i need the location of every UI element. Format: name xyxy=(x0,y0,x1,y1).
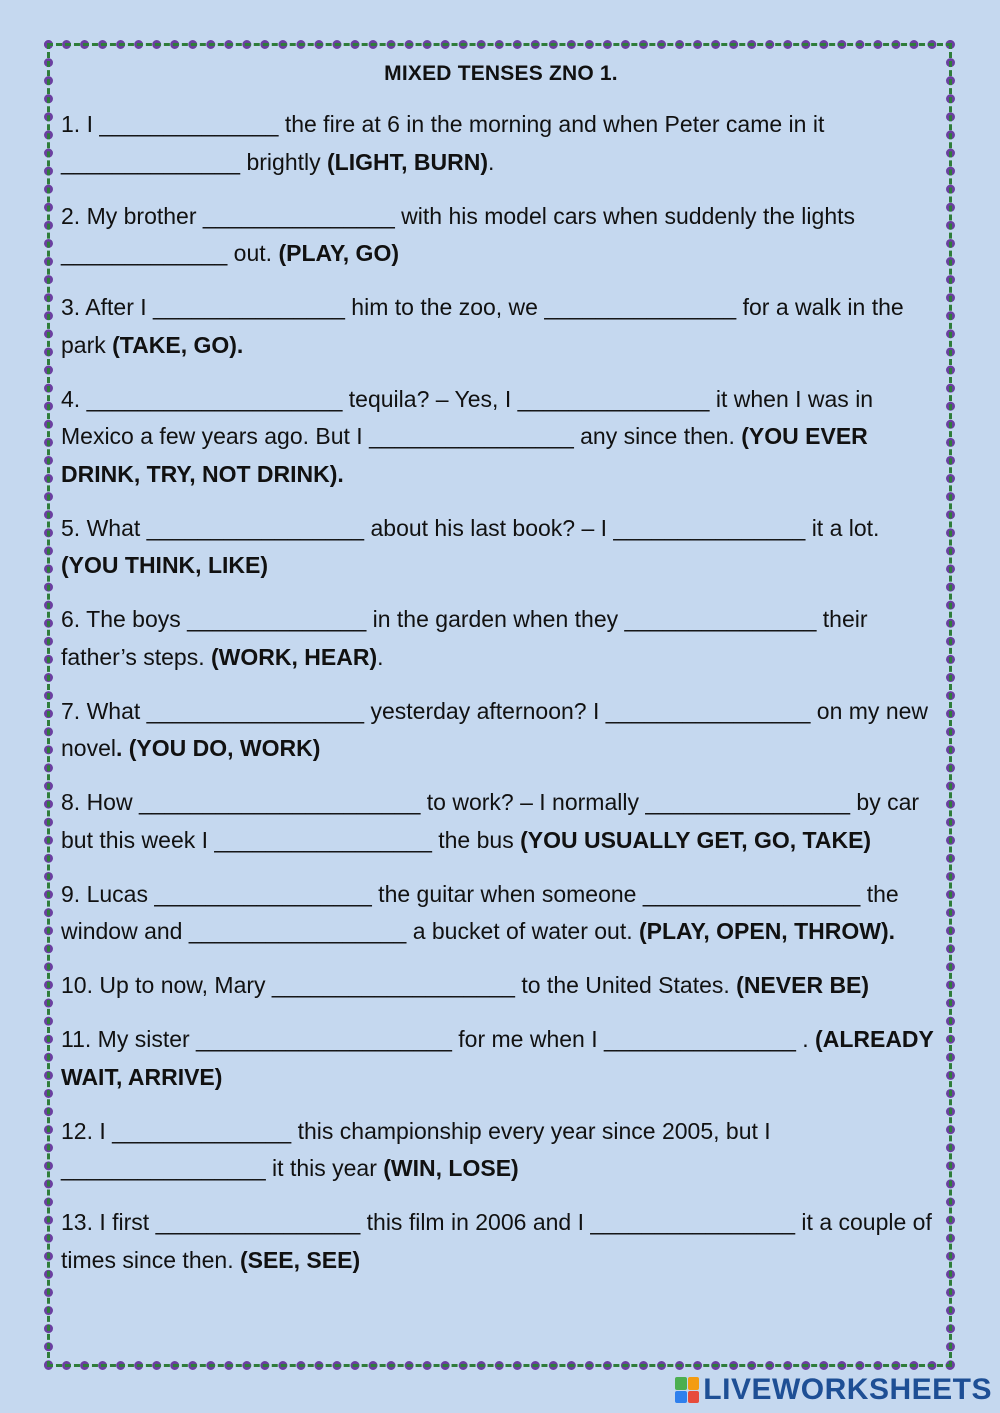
verb-hint: (WORK, HEAR) xyxy=(211,643,378,670)
question-text: 11. My sister ____________________ for me when I _______________ . xyxy=(61,1026,816,1052)
question-tail: . xyxy=(488,148,495,175)
question-text: 13. I first ________________ this film in 2006 and I ________________ it a couple of times since then. xyxy=(61,1209,932,1273)
question-text: 10. Up to now, Mary ___________________ to the United States. xyxy=(61,972,737,998)
question-8 xyxy=(61,784,941,859)
verb-hint: (YOU EVER DRINK, TRY, NOT DRINK). xyxy=(61,423,868,487)
question-text: 4. ____________________ tequila? – Yes, I _______________ it when I was in Mexico a few years ago. But I ________________ any since then. xyxy=(61,385,874,449)
liveworksheets-logo-icon xyxy=(675,1377,699,1403)
logo-tile-green xyxy=(675,1377,687,1390)
logo-tile-red xyxy=(688,1391,700,1404)
verb-hint: (ALREADY WAIT, ARRIVE) xyxy=(61,1026,934,1090)
question-11 xyxy=(61,1021,941,1096)
verb-hint: (PLAY, GO) xyxy=(278,240,399,266)
verb-hint: (WIN, LOSE) xyxy=(383,1155,519,1181)
question-text: 9. Lucas _________________ the guitar when someone _________________ the window and _________________ a bucket of water out. xyxy=(61,880,899,944)
worksheet-title: MIXED TENSES ZNO 1. xyxy=(384,62,618,85)
verb-hint: (YOU THINK, LIKE) xyxy=(61,552,268,578)
verb-hint: (PLAY, OPEN, THROW). xyxy=(639,918,895,944)
liveworksheets-logo[interactable] xyxy=(675,1373,992,1407)
question-text: 5. What _________________ about his last book? – I _______________ it a lot. xyxy=(61,514,880,541)
question-text: 7. What _________________ yesterday afternoon? I ________________ on my new novel xyxy=(61,697,929,761)
logo-tile-orange xyxy=(688,1377,700,1390)
worksheet-content xyxy=(61,62,941,1296)
question-13 xyxy=(61,1204,941,1279)
question-text: 3. After I _______________ him to the zoo, we _______________ for a walk in the park xyxy=(61,294,904,358)
question-4 xyxy=(61,381,941,494)
verb-hint: (SEE, SEE) xyxy=(239,1246,361,1273)
question-tail: . xyxy=(377,643,384,670)
question-text: 6. The boys ______________ in the garden when they _______________ their father’s steps. xyxy=(61,606,868,670)
question-2 xyxy=(61,198,941,273)
question-10 xyxy=(61,967,941,1005)
verb-hint: (TAKE, GO). xyxy=(112,331,244,358)
logo-tile-blue xyxy=(675,1391,687,1404)
question-text: 2. My brother _______________ with his model cars when suddenly the lights _____________ out. xyxy=(61,202,855,266)
verb-hint: (LIGHT, BURN) xyxy=(327,148,488,175)
question-text: 1. I ______________ the fire at 6 in the morning and when Peter came in it ______________ brightly xyxy=(61,111,825,175)
verb-hint: (YOU USUALLY GET, GO, TAKE) xyxy=(520,826,872,853)
question-3 xyxy=(61,289,941,364)
question-1 xyxy=(61,106,941,181)
verb-hint: . (YOU DO, WORK) xyxy=(115,735,321,761)
question-9 xyxy=(61,876,941,951)
question-12 xyxy=(61,1113,941,1188)
verb-hint: (NEVER BE) xyxy=(736,972,870,998)
question-7 xyxy=(61,693,941,768)
liveworksheets-logo-text: LIVEWORKSHEETS xyxy=(703,1373,992,1406)
question-text: 12. I ______________ this championship every year since 2005, but I ________________ it this year xyxy=(61,1117,771,1181)
question-6 xyxy=(61,601,941,676)
question-text: 8. How ______________________ to work? – I normally ________________ by car but this week I _________________ the bus xyxy=(61,789,920,853)
question-5 xyxy=(61,510,941,585)
